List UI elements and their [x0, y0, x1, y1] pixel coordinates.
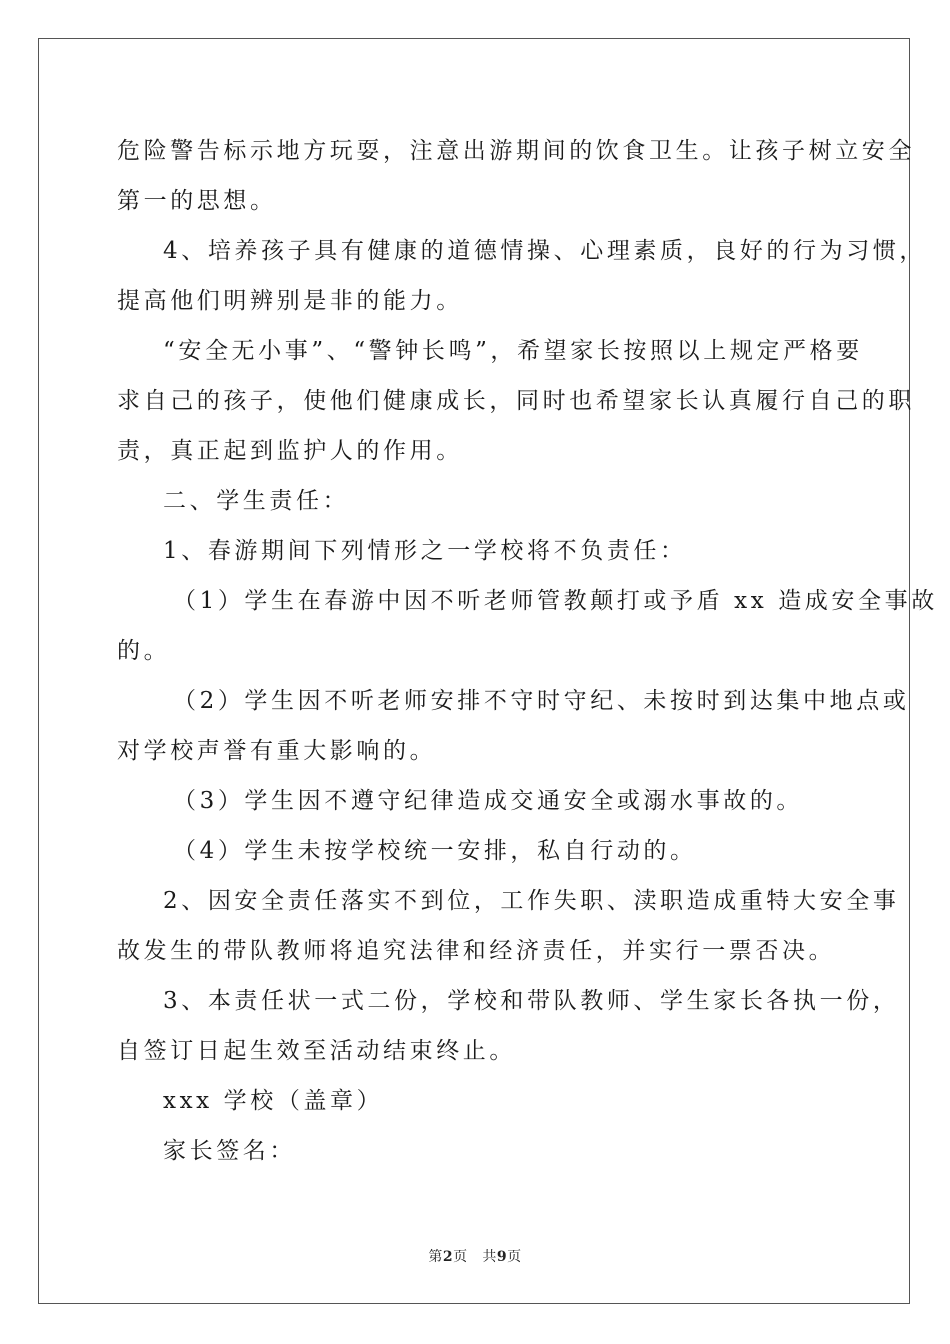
school-seal-line: xxx 学校（盖章）: [163, 1088, 384, 1114]
section-heading: 二、学生责任：: [163, 488, 350, 514]
paragraph-line: 4、培养孩子具有健康的道德情操、心理素质，良好的行为习惯，: [163, 238, 927, 264]
page-total: 9: [496, 1249, 508, 1265]
document-body: [117, 126, 938, 1176]
paragraph-line: 责，真正起到监护人的作用。: [117, 438, 463, 464]
paragraph-line: （2）学生因不听老师安排不守时守纪、未按时到达集中地点或: [173, 688, 910, 714]
paragraph-line: 危险警告标示地方玩耍，注意出游期间的饮食卫生。让孩子树立安全: [117, 138, 915, 164]
paragraph-line: 2、因安全责任落实不到位，工作失职、渎职造成重特大安全事: [163, 888, 900, 914]
page-prefix: 第: [428, 1249, 443, 1265]
paragraph-line: 的。: [117, 638, 171, 664]
paragraph-line: 第一的思想。: [117, 188, 277, 214]
page-unit: 页: [453, 1249, 468, 1265]
paragraph-line: 对学校声誉有重大影响的。: [117, 738, 437, 764]
paragraph-line: （4）学生未按学校统一安排，私自行动的。: [173, 838, 697, 864]
paragraph-line: 求自己的孩子，使他们健康成长，同时也希望家长认真履行自己的职: [117, 388, 915, 414]
paragraph-line: （1）学生在春游中因不听老师管教颠打或予盾 xx 造成安全事故: [173, 588, 938, 614]
paragraph-line: 1、春游期间下列情形之一学校将不负责任：: [163, 538, 687, 564]
paragraph-line: 故发生的带队教师将追究法律和经济责任，并实行一票否决。: [117, 938, 836, 964]
page-footer: [0, 1246, 950, 1266]
parent-signature-line: 家长签名：: [163, 1138, 296, 1164]
paragraph-line: 自签订日起生效至活动结束终止。: [117, 1038, 516, 1064]
page-current: 2: [442, 1249, 454, 1265]
paragraph-line: 3、本责任状一式二份，学校和带队教师、学生家长各执一份，: [163, 988, 900, 1014]
paragraph-line: “安全无小事”、“警钟长鸣”，希望家长按照以上规定严格要: [163, 338, 863, 364]
total-unit: 页: [507, 1249, 522, 1265]
total-prefix: 共: [482, 1249, 497, 1265]
paragraph-line: 提高他们明辨别是非的能力。: [117, 288, 463, 314]
paragraph-line: （3）学生因不遵守纪律造成交通安全或溺水事故的。: [173, 788, 804, 814]
